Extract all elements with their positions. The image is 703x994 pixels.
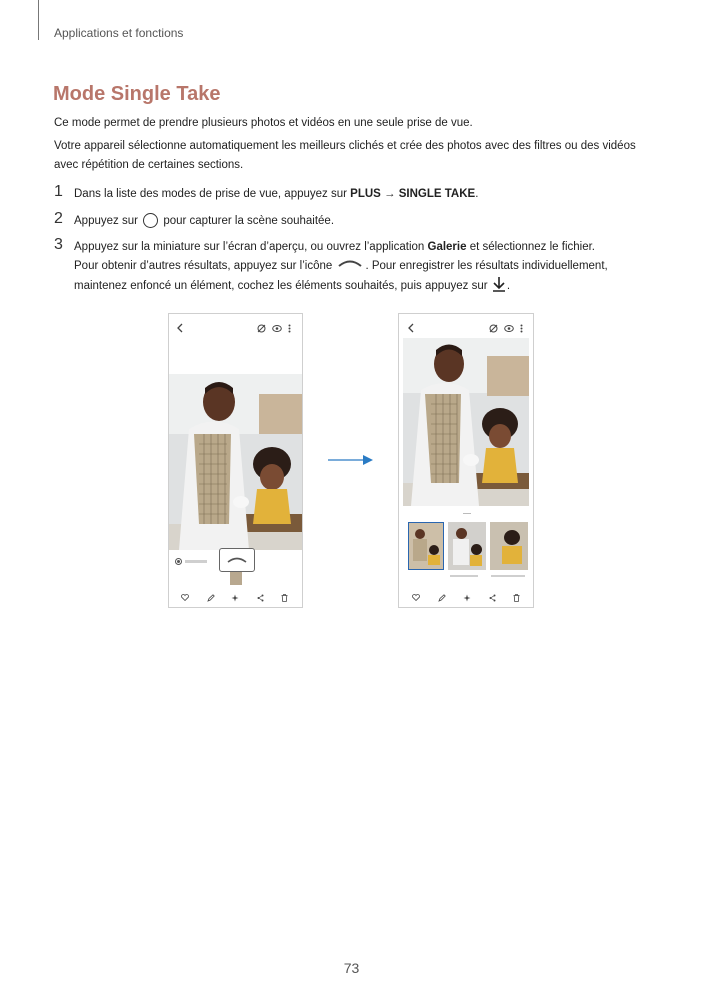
intro-paragraph-1: Ce mode permet de prendre plusieurs photos et vidéos en une seule prise de vue. (54, 117, 473, 129)
download-icon (492, 276, 506, 292)
thumbnail-caption-placeholder (491, 575, 525, 577)
heart-icon[interactable] (181, 594, 189, 601)
shutter-button-icon (143, 213, 158, 228)
gallery-label: Galerie (427, 241, 467, 253)
transition-arrow-icon (327, 453, 375, 467)
thumbnail[interactable] (230, 572, 242, 585)
more-options-icon (288, 324, 291, 333)
step-number: 1 (54, 183, 63, 200)
result-thumbnail[interactable] (490, 522, 528, 570)
plus-label: PLUS (350, 188, 381, 200)
step-number: 3 (54, 236, 63, 253)
back-icon (407, 323, 415, 333)
header-rule (38, 0, 39, 40)
step-1: 1 Dans la liste des modes de prise de vue, appuyez sur PLUS → SINGLE TAKE. (54, 183, 479, 200)
result-thumbnail[interactable] (448, 522, 486, 570)
eye-icon (504, 324, 514, 333)
step-3: 3 Appuyez sur la miniature sur l’écran d’aperçu, ou ouvrez l’application Galerie et sélectionnez le fichier. Pour obtenir d’autres résultats, appuyez sur l’icône . Pour enregistrer les résultats individuellement, maintenez enfoncé un élément, cochez les éléments souhaités, puis appuyez sur . (54, 236, 608, 292)
bixby-vision-icon[interactable] (231, 594, 239, 602)
radio-icon (175, 558, 182, 565)
eye-icon (272, 324, 282, 333)
delete-icon[interactable] (513, 594, 520, 602)
single-take-label: SINGLE TAKE (398, 188, 476, 200)
chevron-up-icon (338, 259, 362, 267)
share-icon[interactable] (489, 594, 496, 602)
edit-icon[interactable] (438, 594, 446, 602)
result-thumbnail[interactable] (408, 522, 444, 570)
phone-screenshot-preview (168, 313, 303, 608)
more-results-button[interactable] (219, 548, 255, 572)
mode-caption-placeholder (185, 560, 207, 563)
edit-icon[interactable] (207, 594, 215, 602)
handle[interactable] (463, 513, 471, 514)
page-title: Mode Single Take (53, 83, 221, 105)
step-number: 2 (54, 210, 63, 227)
delete-icon[interactable] (281, 594, 288, 602)
intro-paragraph-2: Votre appareil sélectionne automatiquement les meilleurs clichés et crée des photos avec des filtres ou des vidéos avec répétition de certaines sections. (54, 140, 636, 171)
remaster-icon (489, 324, 498, 333)
phone-screenshot-results (398, 313, 534, 608)
photo-father-child (169, 374, 302, 550)
section-label: Applications et fonctions (54, 26, 184, 40)
back-icon (176, 323, 184, 333)
heart-icon[interactable] (412, 594, 420, 601)
page-number: 73 (343, 960, 360, 976)
more-options-icon (520, 324, 523, 333)
share-icon[interactable] (257, 594, 264, 602)
chevron-up-icon (227, 556, 247, 563)
remaster-icon (257, 324, 266, 333)
step-2: 2 Appuyez sur pour capturer la scène souhaitée. (54, 210, 335, 227)
thumbnail-caption-placeholder (450, 575, 478, 577)
photo-father-child (403, 338, 529, 506)
bixby-vision-icon[interactable] (463, 594, 471, 602)
